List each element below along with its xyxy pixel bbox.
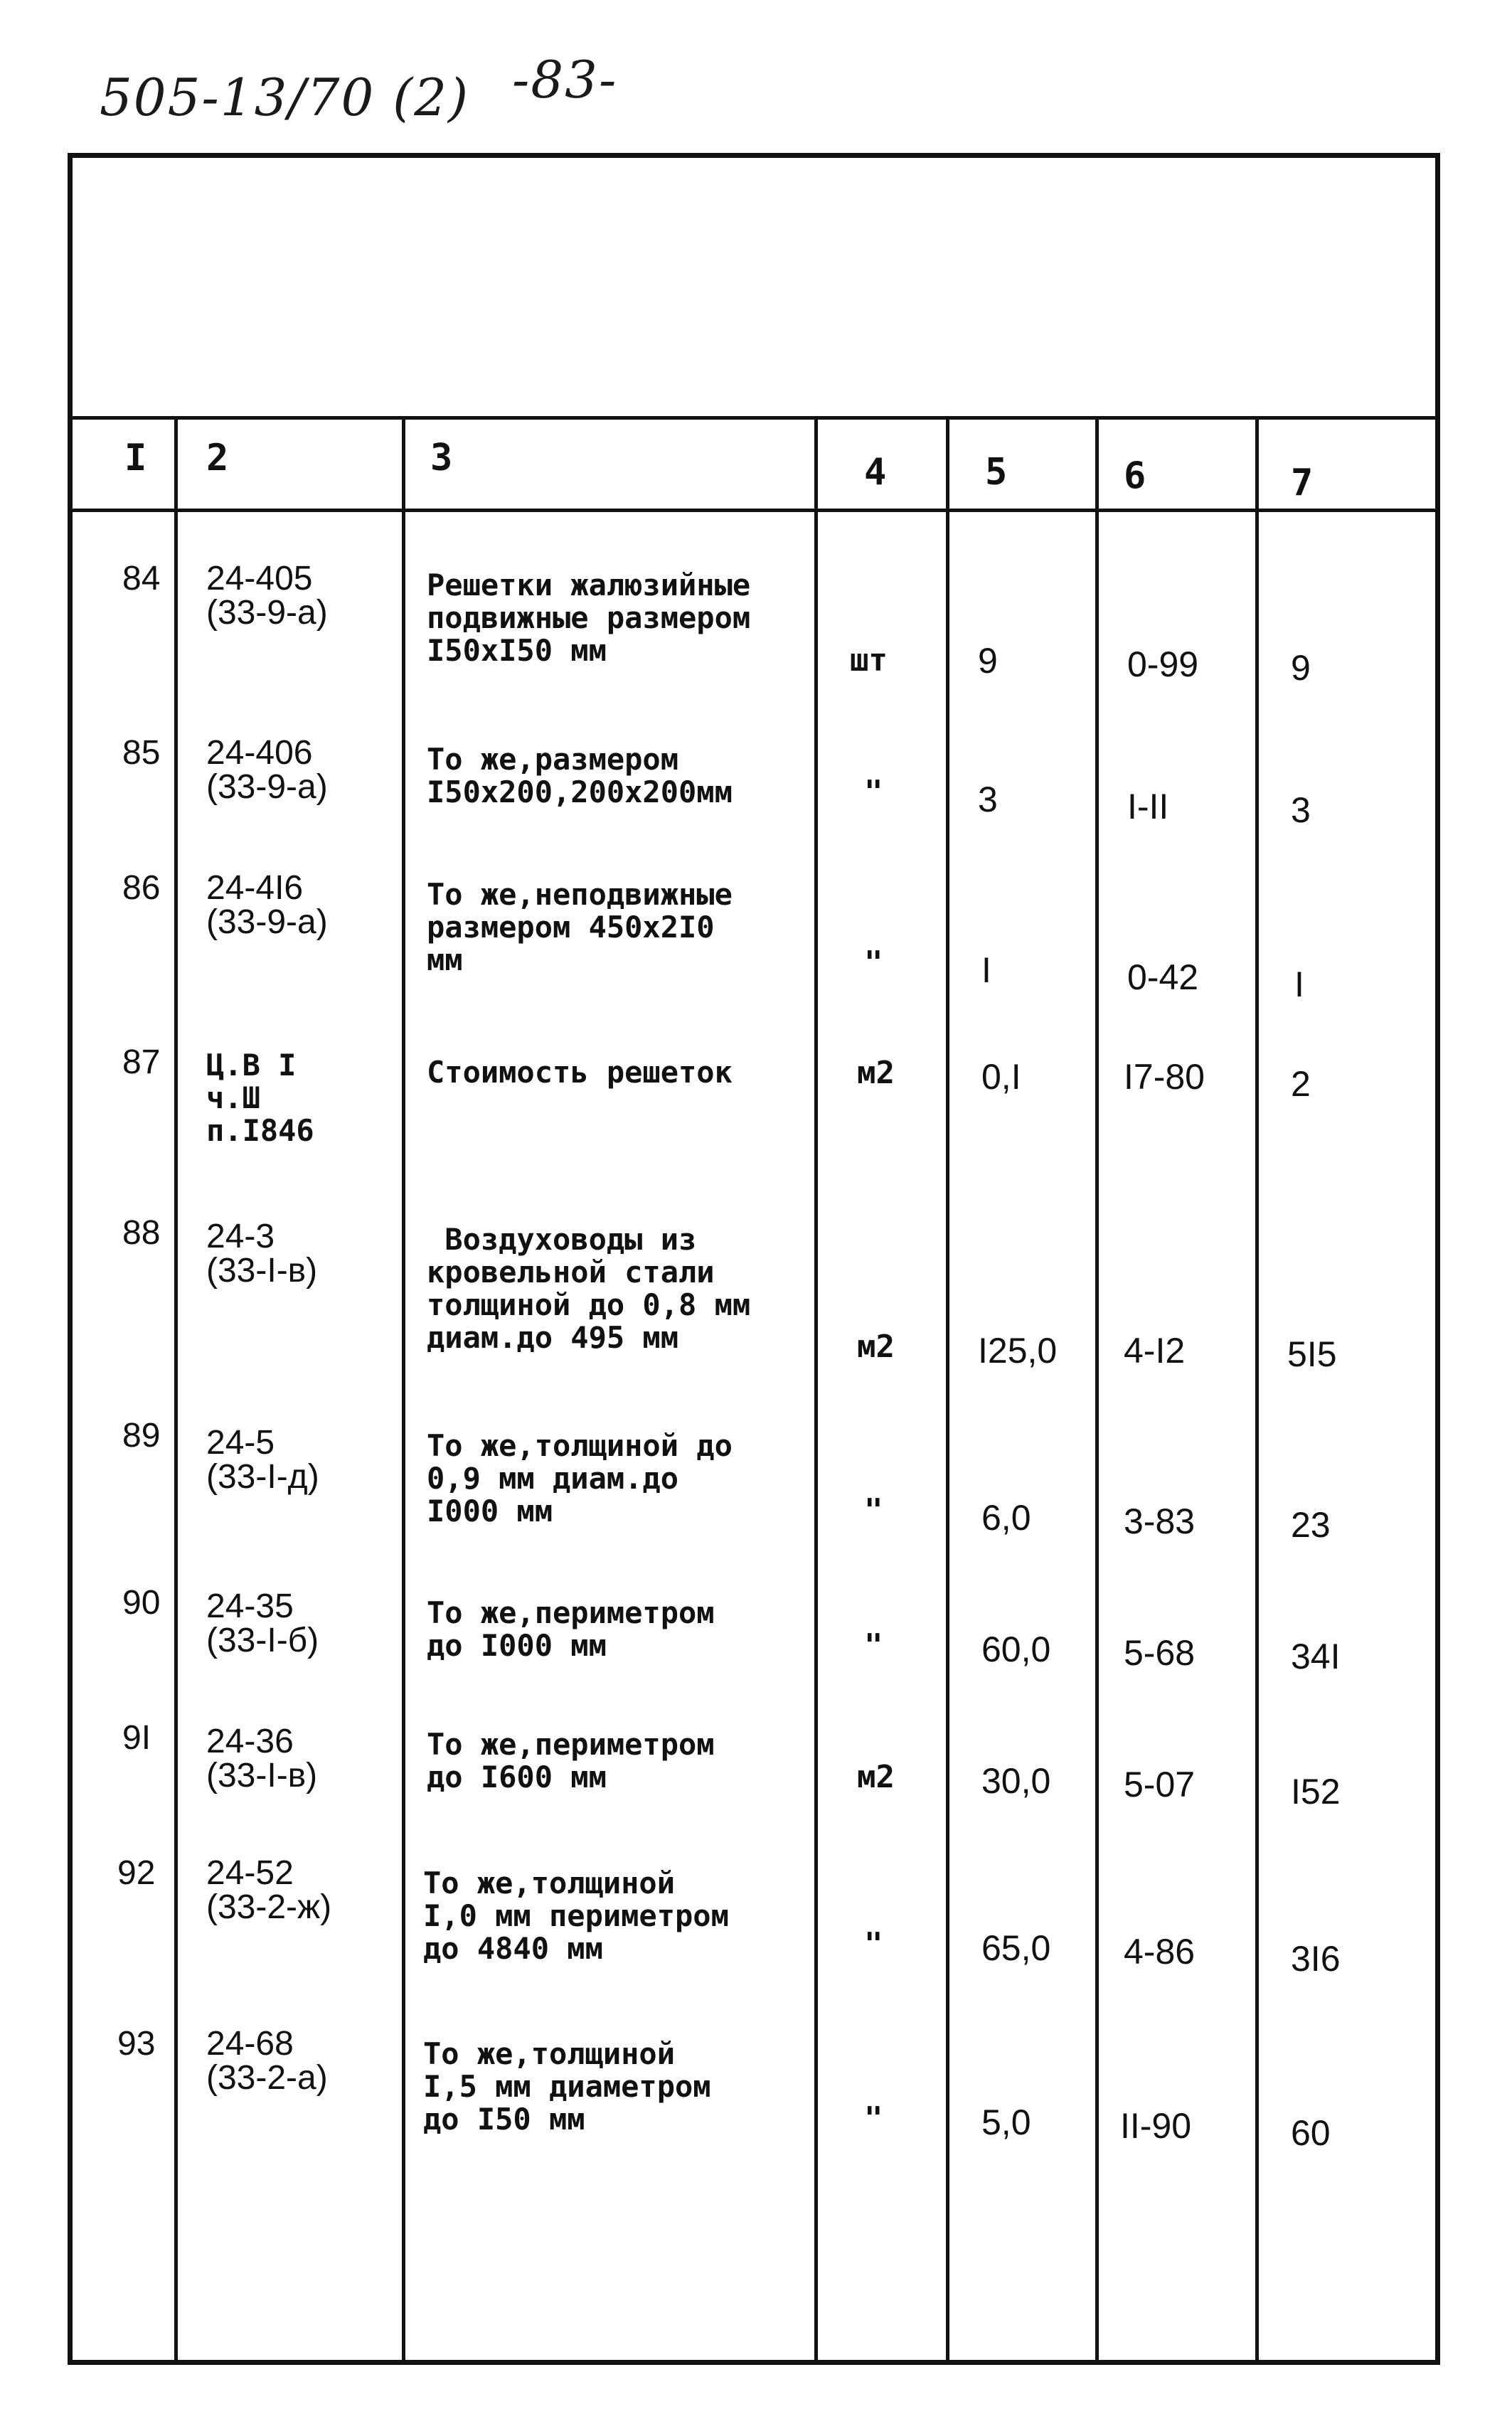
column-divider [1255, 418, 1259, 2361]
column-header: 7 [1291, 462, 1314, 504]
row-unit: " [864, 774, 883, 810]
row-quantity: 9 [978, 641, 998, 681]
header-bottom-rule [71, 509, 1437, 512]
row-code: 24-35 (33-I-б) [206, 1587, 319, 1659]
row-number: 88 [122, 1214, 161, 1252]
row-unit: м2 [857, 1055, 895, 1091]
row-number: 84 [122, 560, 161, 597]
row-unit-price: I-II [1127, 787, 1169, 826]
row-number: 86 [122, 869, 161, 907]
row-code: 24-3 (33-I-в) [206, 1218, 318, 1289]
row-code: 24-405 (33-9-а) [206, 560, 328, 632]
row-number: 89 [122, 1417, 161, 1454]
row-quantity: I [981, 950, 991, 990]
row-total: 2 [1291, 1064, 1311, 1104]
row-description: То же,размером I50х200,200х200мм [427, 742, 733, 809]
row-code: 24-5 (33-I-д) [206, 1424, 319, 1496]
row-unit: шт [850, 642, 888, 679]
row-unit-price: 0-42 [1127, 957, 1199, 997]
row-unit-price: 3-83 [1124, 1501, 1196, 1541]
column-divider [174, 418, 178, 2361]
row-description: То же,периметром до I600 мм [427, 1727, 715, 1794]
column-header: 2 [206, 437, 229, 479]
row-unit: " [864, 1926, 883, 1962]
column-divider [946, 418, 949, 2361]
row-description: Решетки жалюзийные подвижные размером I50хI50 мм [427, 568, 751, 668]
row-total: I52 [1291, 1772, 1341, 1812]
row-total: 9 [1291, 648, 1311, 688]
column-header: 5 [985, 451, 1008, 494]
row-description: То же,толщиной I,5 мм диаметром до I50 мм [423, 2036, 711, 2137]
row-total: 5I5 [1287, 1334, 1337, 1374]
row-unit-price: II-90 [1120, 2106, 1192, 2146]
column-header: 4 [864, 451, 887, 494]
row-description: Воздуховоды из кровельной стали толщиной до 0,8 мм диам.до 495 мм [427, 1222, 751, 1355]
row-quantity: 5,0 [981, 2102, 1031, 2142]
row-quantity: 30,0 [981, 1761, 1051, 1801]
row-total: 3I6 [1291, 1939, 1341, 1979]
column-header: 3 [430, 437, 453, 479]
row-number: 85 [122, 734, 161, 772]
row-code: Ц.В I ч.Ш п.I846 [206, 1048, 314, 1148]
column-divider [1095, 418, 1099, 2361]
row-description: То же,толщиной I,0 мм периметром до 4840 мм [423, 1866, 729, 1966]
row-unit: " [864, 1627, 883, 1664]
row-code: 24-52 (33-2-ж) [206, 1854, 332, 1926]
row-number: 9I [122, 1719, 151, 1757]
row-quantity: 6,0 [981, 1498, 1031, 1538]
row-unit-price: I7-80 [1124, 1057, 1205, 1097]
page-number: -83- [512, 50, 618, 110]
row-number: 93 [117, 2025, 156, 2063]
column-header: I [124, 437, 147, 479]
row-quantity: 0,I [981, 1057, 1021, 1097]
row-total: 60 [1291, 2113, 1331, 2153]
row-description: То же,периметром до I000 мм [427, 1595, 715, 1663]
row-unit-price: 4-I2 [1124, 1331, 1186, 1371]
row-unit: " [864, 945, 883, 981]
row-unit-price: 5-07 [1124, 1765, 1196, 1804]
row-code: 24-68 (33-2-а) [206, 2025, 328, 2097]
row-unit-price: 0-99 [1127, 644, 1199, 684]
row-number: 87 [122, 1043, 161, 1081]
row-total: 23 [1291, 1505, 1331, 1545]
column-divider [814, 418, 818, 2361]
row-code: 24-406 (33-9-а) [206, 734, 328, 806]
row-code: 24-36 (33-I-в) [206, 1723, 318, 1794]
row-unit: м2 [857, 1759, 895, 1795]
column-divider [402, 418, 405, 2361]
row-description: То же,неподвижные размером 450х2I0 мм [427, 877, 733, 977]
row-description: То же,толщиной до 0,9 мм диам.до I000 мм [427, 1428, 733, 1528]
row-number: 90 [122, 1584, 161, 1622]
row-unit: " [864, 2100, 883, 2137]
row-quantity: 60,0 [981, 1629, 1051, 1669]
row-unit-price: 5-68 [1124, 1633, 1196, 1673]
row-quantity: 65,0 [981, 1928, 1051, 1968]
row-description: Стоимость решеток [427, 1055, 733, 1090]
row-total: I [1294, 964, 1304, 1004]
row-number: 92 [117, 1854, 156, 1892]
row-unit: м2 [857, 1329, 895, 1365]
header-top-rule [71, 416, 1437, 420]
row-unit-price: 4-86 [1124, 1932, 1196, 1972]
row-unit: " [864, 1492, 883, 1528]
document-code: 505-13/70 (2) [100, 68, 470, 127]
row-quantity: I25,0 [978, 1331, 1058, 1371]
row-total: 3 [1291, 790, 1311, 830]
row-code: 24-4I6 (33-9-а) [206, 869, 328, 941]
column-header: 6 [1124, 454, 1146, 497]
row-quantity: 3 [978, 780, 998, 819]
row-total: 34I [1291, 1637, 1341, 1676]
